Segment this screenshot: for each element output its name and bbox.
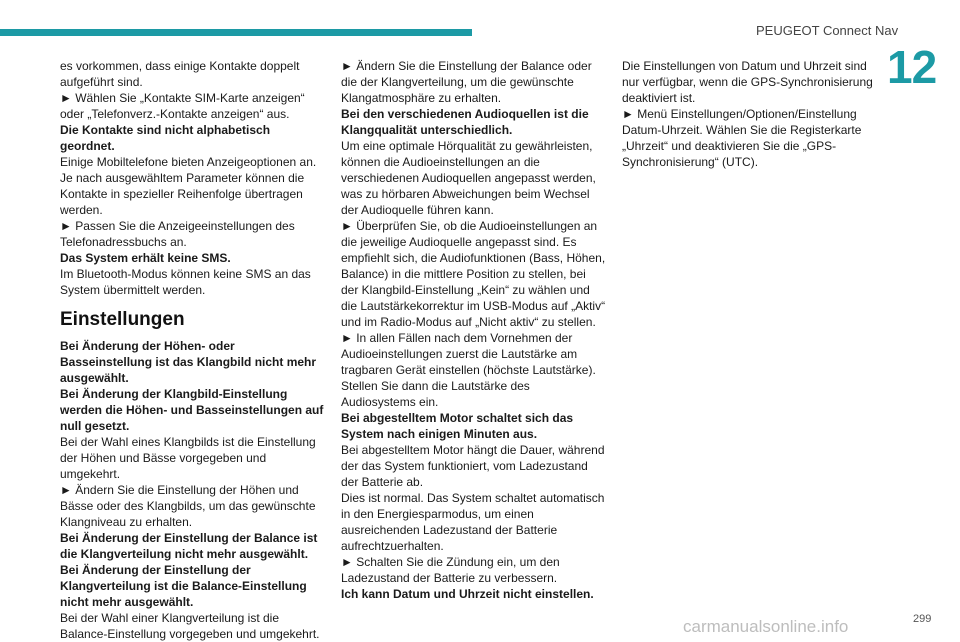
paragraph: ► Menü Einstellungen/Optionen/Einstellung Datum-Uhrzeit. Wählen Sie die Registerkarte „Uhrzeit“ und deaktivieren Sie die „GPS-Synchronisierung“ (UTC). [622, 107, 862, 169]
paragraph: Um eine optimale Hörqualität zu gewährleisten, können die Audioeinstellungen an die verschiedenen Audioquellen angepasst werden, was zu hörbaren Abweichungen beim Wechsel der Audioquelle führen kann. [341, 139, 596, 217]
watermark: carmanualsonline.info [683, 617, 849, 636]
bold-paragraph: Bei Änderung der Einstellung der Klangverteilung ist die Balance-Einstellung nicht mehr ausgewählt. [60, 563, 307, 609]
paragraph: Einige Mobiltelefone bieten Anzeigeoptionen an. Je nach ausgewähltem Parameter können die Kontakte in spezieller Reihenfolge übertragen werden. [60, 155, 317, 217]
bold-paragraph: Bei Änderung der Einstellung der Balance ist die Klangverteilung nicht mehr ausgewählt. [60, 531, 318, 561]
text-column-1 [60, 58, 325, 642]
paragraph: Bei der Wahl eines Klangbilds ist die Einstellung der Höhen und Bässe vorgegeben und umgekehrt. [60, 435, 316, 481]
paragraph: Bei der Wahl einer Klangverteilung ist die Balance-Einstellung vorgegeben und umgekehrt. [60, 611, 320, 641]
text-column-2 [341, 58, 606, 602]
bold-paragraph: Bei abgestelltem Motor schaltet sich das System nach einigen Minuten aus. [341, 411, 574, 441]
bold-paragraph: Ich kann Datum und Uhrzeit nicht einstellen. [341, 587, 594, 601]
paragraph: Bei abgestelltem Motor hängt die Dauer, während der das System funktioniert, vom Ladezustand der Batterie ab. [341, 443, 605, 489]
paragraph: ► Überprüfen Sie, ob die Audioeinstellungen an die jeweilige Audioquelle angepasst sind. Es empfiehlt sich, die Audiofunktionen (Bass, Höhen, Balance) in die mittlere Position zu stellen, bei der Klangbild-Einstellung „Kein“ zu wählen und die Lautstärkekorrektur im USB-Modus auf „Aktiv“ und im Radio-Modus auf „Nicht aktiv“ zu stellen. [341, 219, 606, 329]
text-column-3 [622, 58, 887, 170]
paragraph: ► Ändern Sie die Einstellung der Höhen und Bässe oder des Klangbilds, um das gewünschte Klangniveau zu erhalten. [60, 483, 316, 529]
bold-paragraph: Das System erhält keine SMS. [60, 251, 231, 265]
paragraph: ► Ändern Sie die Einstellung der Balance oder die der Klangverteilung, um die gewünschte Klangatmosphäre zu erhalten. [341, 59, 592, 105]
header-title: PEUGEOT Connect Nav [756, 23, 899, 38]
chapter-number: 12 [887, 41, 937, 93]
page-number: 299 [913, 613, 932, 625]
bold-paragraph: Bei den verschiedenen Audioquellen ist die Klangqualität unterschiedlich. [341, 107, 589, 137]
paragraph: ► Wählen Sie „Kontakte SIM-Karte anzeigen“ oder „Telefonverz.-Kontakte anzeigen“ aus. [60, 91, 305, 121]
paragraph: ► In allen Fällen nach dem Vornehmen der Audioeinstellungen zuerst die Lautstärke am tragbaren Gerät einstellen (höchste Lautstärke). Stellen Sie dann die Lautstärke des Audiosystems ein. [341, 331, 596, 409]
section-heading: Einstellungen [60, 309, 185, 330]
bold-paragraph: Bei Änderung der Klangbild-Einstellung werden die Höhen- und Basseinstellungen auf null gesetzt. [60, 387, 324, 433]
paragraph: Dies ist normal. Das System schaltet automatisch in den Energiesparmodus, um einen ausreichenden Ladezustand der Batterie aufrechtzuerhalten. [341, 491, 605, 553]
header-accent-bar [0, 29, 472, 36]
bold-paragraph: Bei Änderung der Höhen- oder Basseinstellung ist das Klangbild nicht mehr ausgewählt. [60, 339, 317, 385]
paragraph: es vorkommen, dass einige Kontakte doppelt aufgeführt sind. [60, 59, 300, 89]
paragraph: ► Schalten Sie die Zündung ein, um den Ladezustand der Batterie zu verbessern. [341, 555, 560, 585]
bold-paragraph: Die Kontakte sind nicht alphabetisch geordnet. [60, 123, 271, 153]
paragraph: Im Bluetooth-Modus können keine SMS an das System übermittelt werden. [60, 267, 311, 297]
paragraph: ► Passen Sie die Anzeigeeinstellungen des Telefonadressbuchs an. [60, 219, 295, 249]
paragraph: Die Einstellungen von Datum und Uhrzeit sind nur verfügbar, wenn die GPS-Synchronisierung deaktiviert ist. [622, 59, 873, 105]
